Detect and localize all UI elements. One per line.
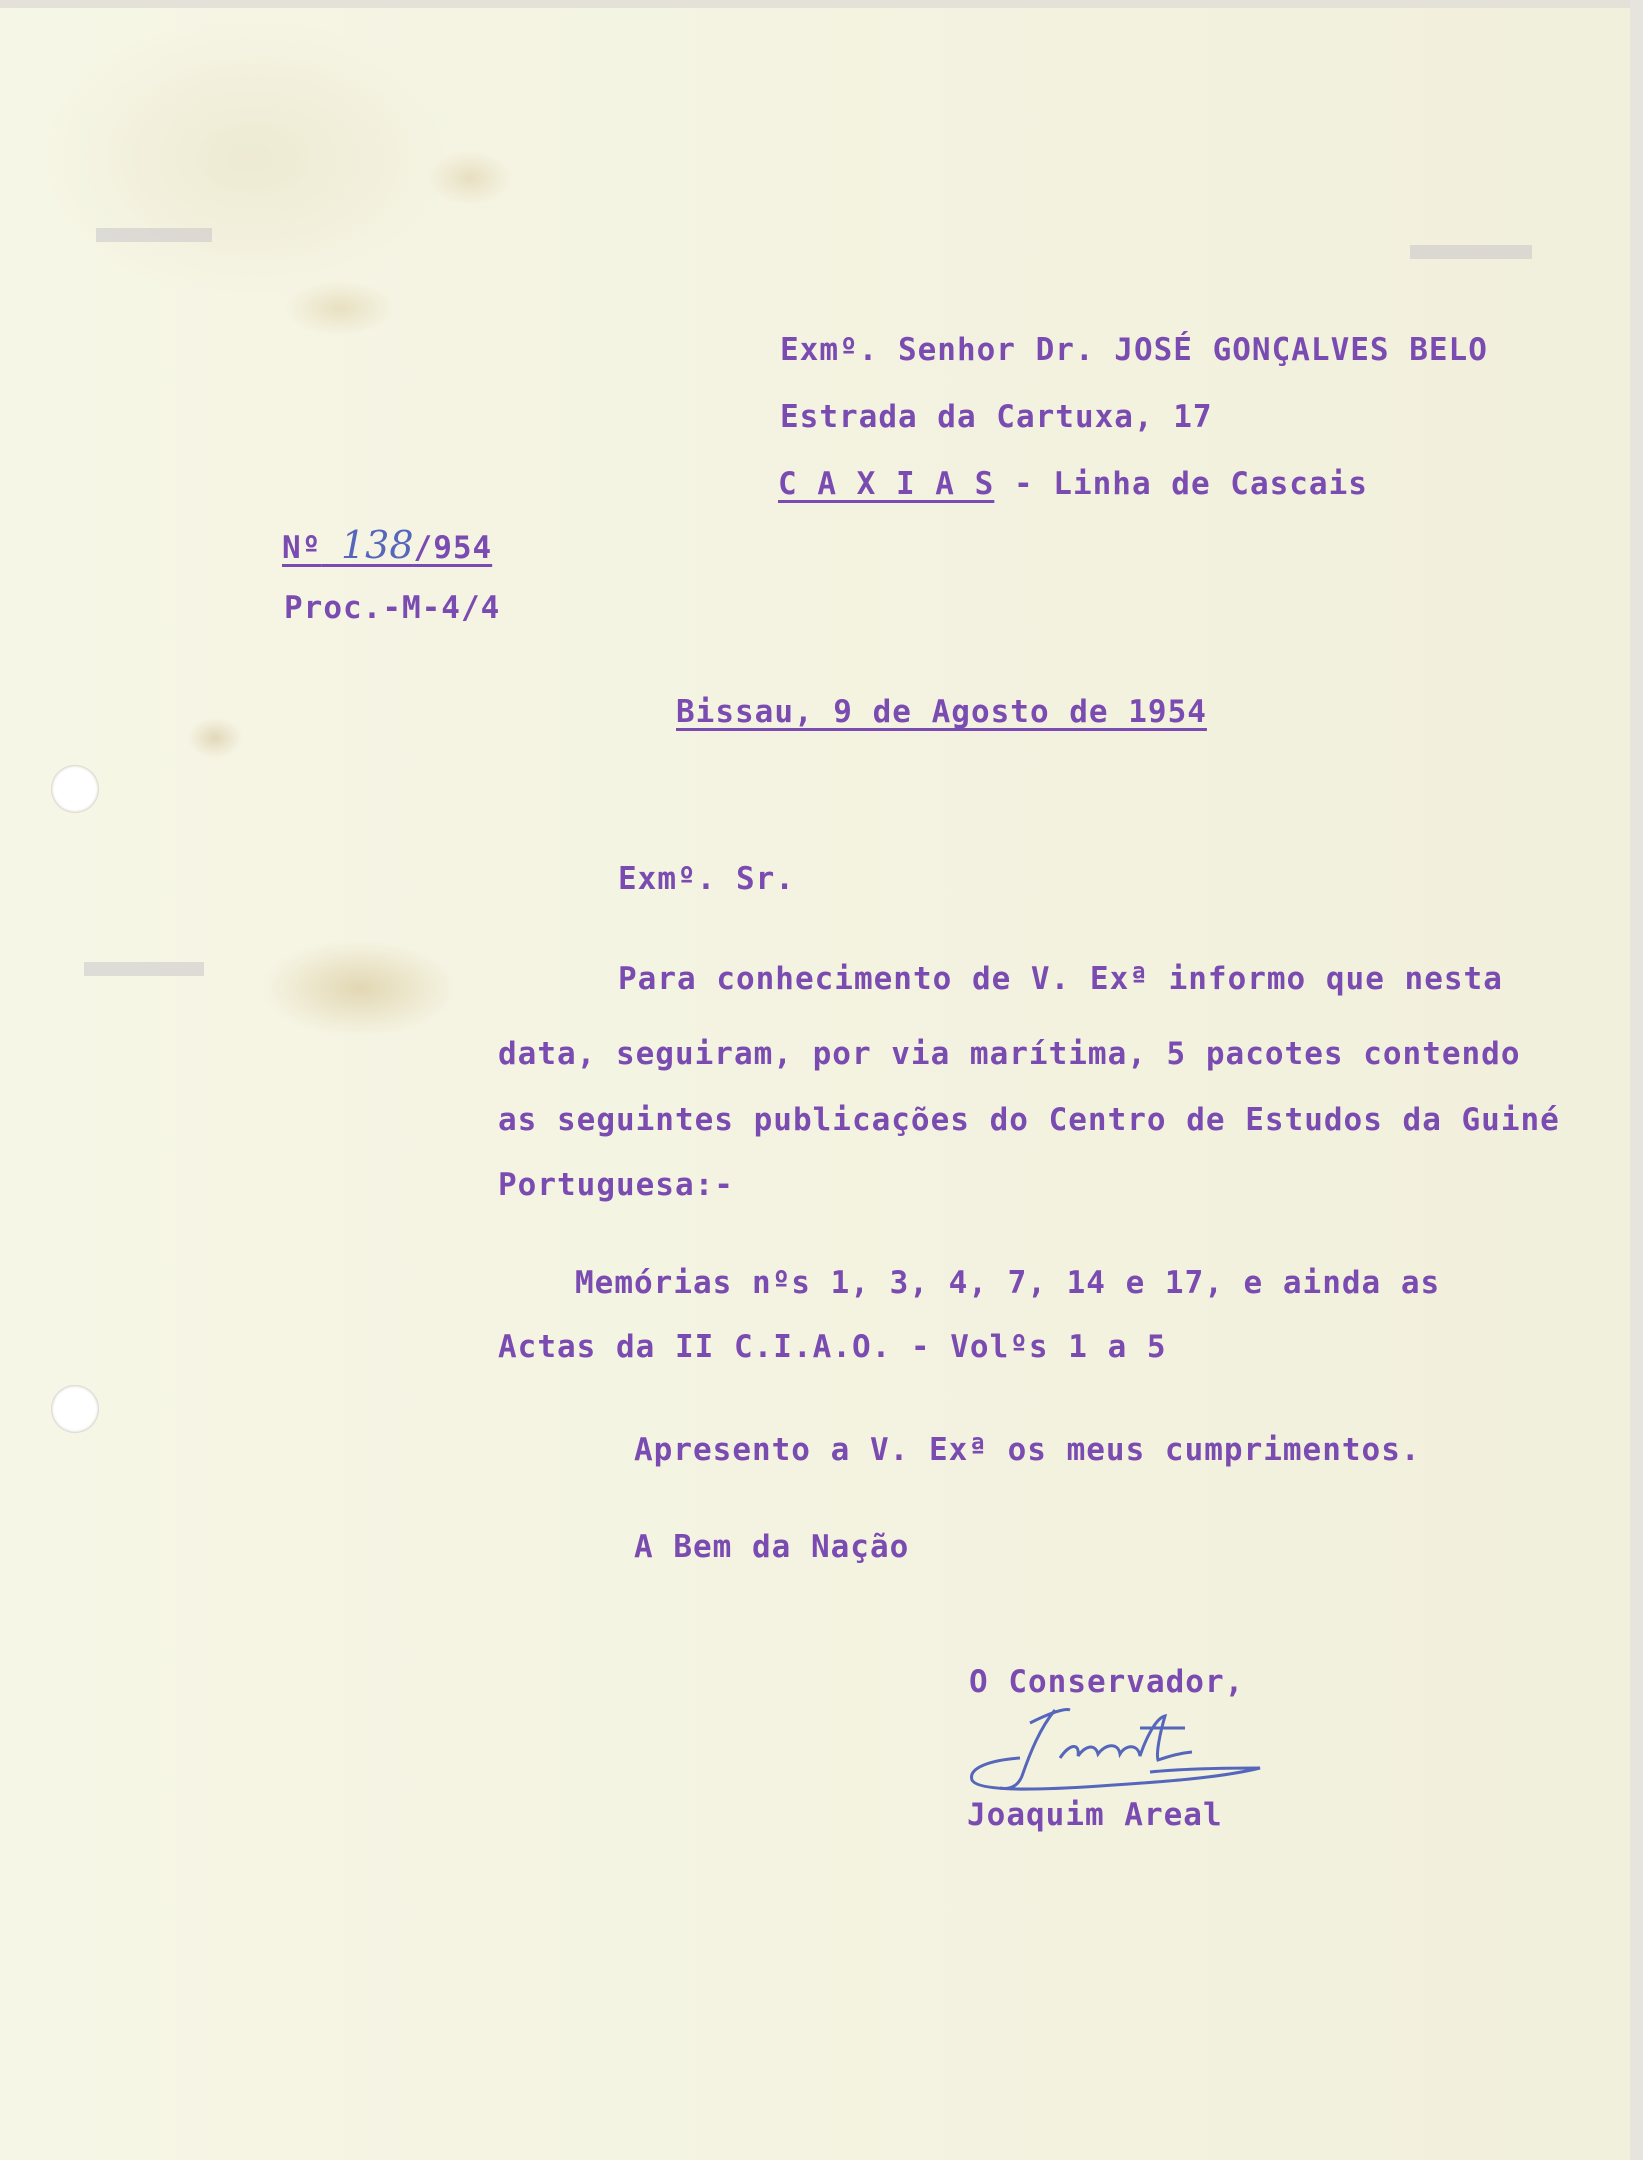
tape-mark-left [96,228,212,242]
list-line-2: Actas da II C.I.A.O. - Volºs 1 a 5 [498,1329,1167,1365]
addressee-city: C A X I A S [778,466,995,502]
punch-hole-top [51,765,99,813]
reference-number [282,525,492,568]
body-line-2: data, seguiram, por via marítima, 5 pacotes contendo [498,1036,1521,1072]
handwritten-signature [960,1698,1270,1808]
addressee-line-1: Exmº. Senhor Dr. JOSÉ GONÇALVES BELO [780,332,1488,368]
letter-page [0,8,1630,2160]
scan-right-edge [1630,0,1643,2160]
closing-line-1: Apresento a V. Exª os meus cumprimentos. [634,1432,1421,1468]
body-line-4: Portuguesa:- [498,1167,734,1203]
reference-handwritten-number: 138 [341,523,414,567]
date-line: Bissau, 9 de Agosto de 1954 [676,694,1207,730]
reference-prefix: Nº [282,530,322,566]
punch-hole-bottom [51,1385,99,1433]
list-line-1: Memórias nºs 1, 3, 4, 7, 14 e 17, e ainda as [575,1265,1441,1301]
closing-line-2: A Bem da Nação [634,1529,910,1565]
process-reference: Proc.-M-4/4 [284,590,501,626]
tape-mark-right [1410,245,1532,259]
tape-mark-middle [84,962,204,976]
addressee-line-3-rest: - Linha de Cascais [994,466,1368,502]
body-line-1: Para conhecimento de V. Exª informo que nesta [618,961,1503,997]
addressee-line-2: Estrada da Cartuxa, 17 [780,399,1213,435]
signatory-title: O Conservador, [969,1664,1245,1700]
signatory-name: Joaquim Areal [967,1797,1223,1833]
reference-year: /954 [413,530,493,566]
scan-top-edge [0,0,1643,8]
addressee-line-3 [778,464,1368,504]
body-line-3: as seguintes publicações do Centro de Estudos da Guiné [498,1102,1560,1138]
salutation: Exmº. Sr. [618,861,795,897]
